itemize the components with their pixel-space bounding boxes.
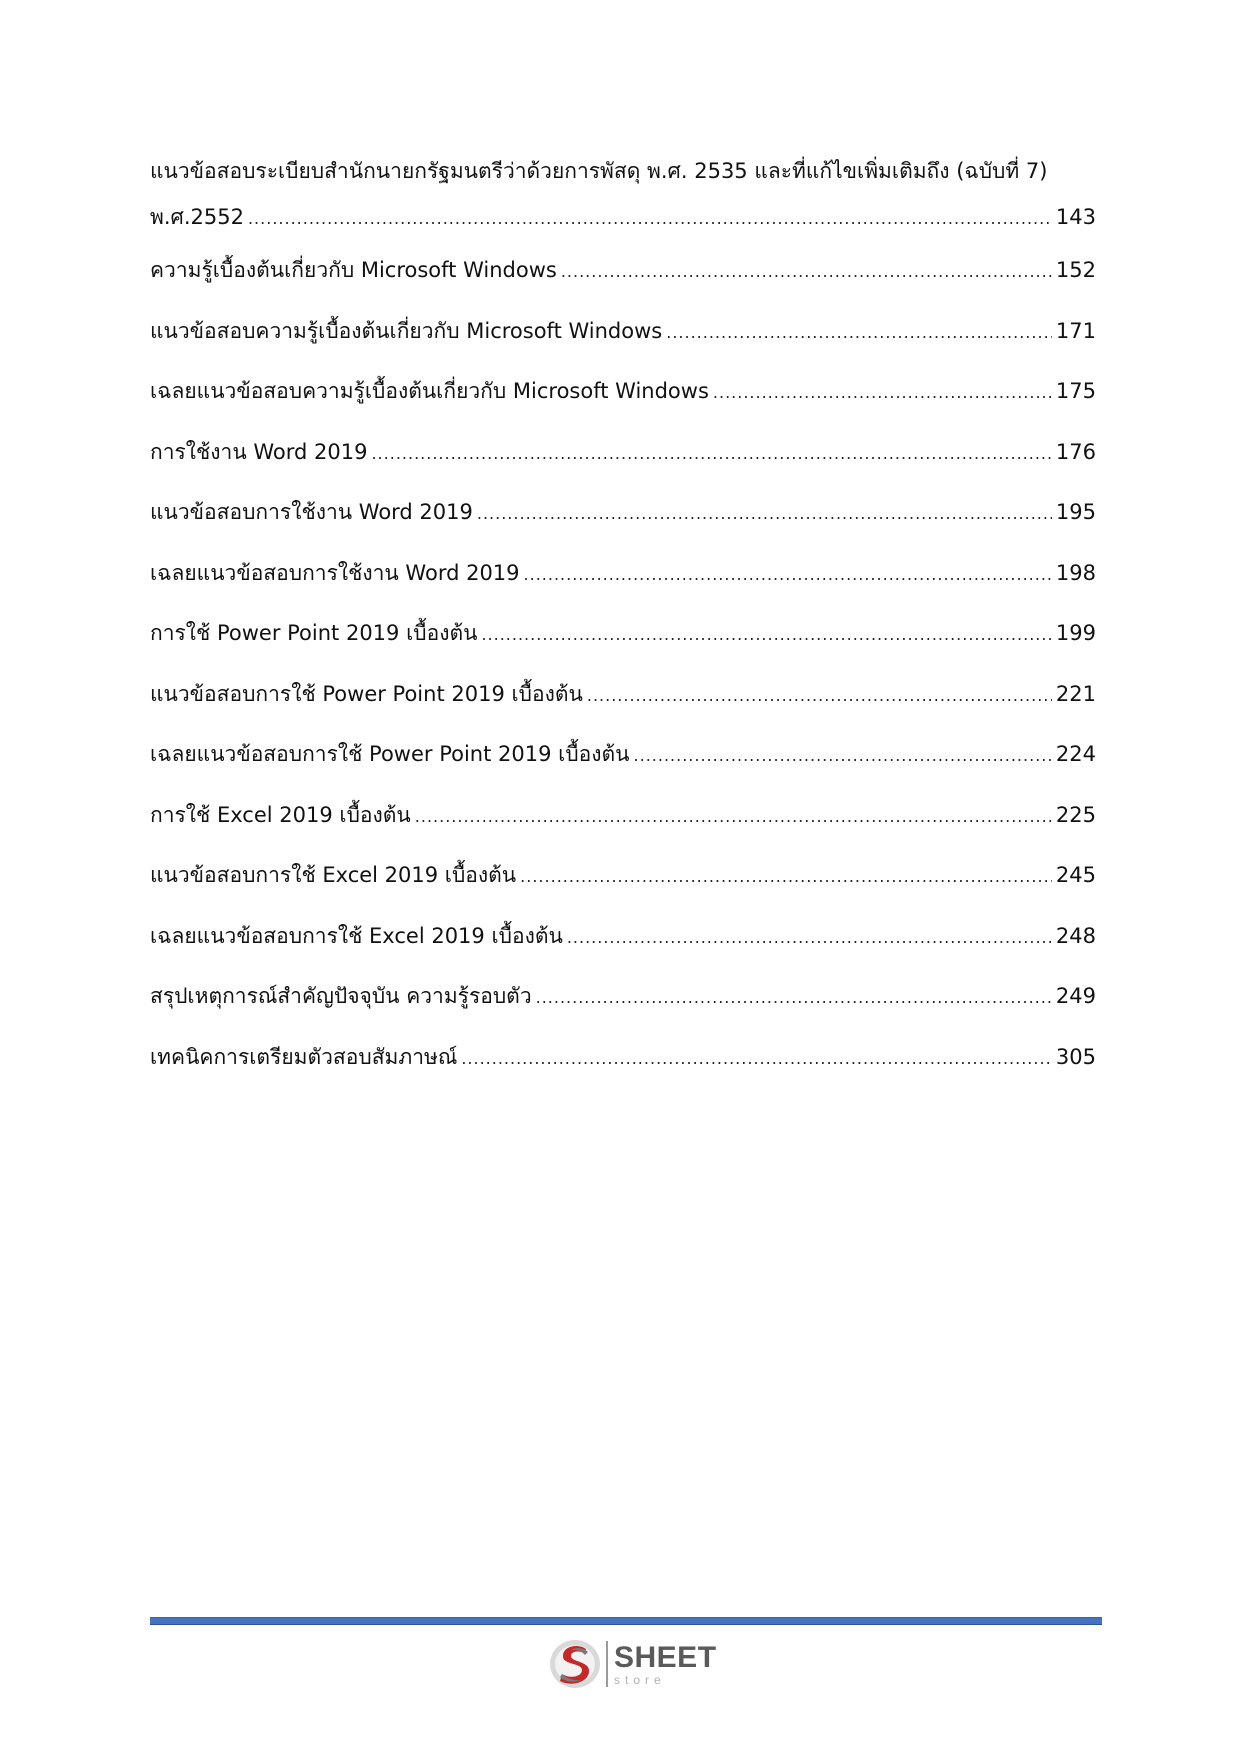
toc-dot-leader <box>477 484 1052 545</box>
toc-entry-title: การใช้ Excel 2019 เบื้องต้น <box>150 802 411 827</box>
logo-text <box>614 1640 717 1687</box>
toc-entry-page-number: 248 <box>1055 923 1096 948</box>
sheet-store-s-icon <box>548 1637 602 1691</box>
toc-entry[interactable] <box>150 785 1096 846</box>
toc-entry[interactable] <box>150 603 1096 664</box>
logo-word: SHEET <box>614 1640 717 1674</box>
toc-entry-page-number: 305 <box>1055 1044 1096 1069</box>
toc-entry-page-number: 198 <box>1055 560 1096 585</box>
toc-entry-page-number: 249 <box>1055 984 1096 1008</box>
toc-entry[interactable] <box>150 966 1096 1027</box>
toc-entry-page-number: 224 <box>1055 742 1096 766</box>
sheet-store-logo <box>548 1636 717 1692</box>
toc-dot-leader <box>634 726 1052 787</box>
toc-dot-leader <box>520 847 1052 908</box>
toc-entry-page-number: 176 <box>1055 439 1096 464</box>
toc-entry-page-number: 152 <box>1055 258 1096 282</box>
toc-entry-title: เฉลยแนวข้อสอบการใช้งาน Word 2019 <box>150 560 520 585</box>
toc-entry-page-number: 171 <box>1055 318 1096 343</box>
toc-entry-title: แนวข้อสอบการใช้งาน Word 2019 <box>150 500 473 524</box>
toc-lead-line: แนวข้อสอบระเบียบสำนักนายกรัฐมนตรีว่าด้วยการพัสดุ พ.ศ. 2535 และที่แก้ไขเพิ่มเติมถึง (ฉบับที่ 7) <box>150 159 1048 183</box>
footer-divider <box>150 1617 1102 1625</box>
toc-entry-title: แนวข้อสอบการใช้ Excel 2019 เบื้องต้น <box>150 863 517 887</box>
toc-entry-title: แนวข้อสอบการใช้ Power Point 2019 เบื้องต้น <box>150 681 583 706</box>
toc-entry[interactable] <box>150 482 1096 543</box>
toc-entry[interactable] <box>150 906 1096 967</box>
toc-entry-page-number: 143 <box>1055 205 1096 229</box>
toc-entry[interactable] <box>150 664 1096 725</box>
toc-entry[interactable] <box>150 845 1096 906</box>
toc-entry-page-number: 195 <box>1055 500 1096 524</box>
toc-entry[interactable] <box>150 724 1096 785</box>
toc-entry-page-number: 199 <box>1055 621 1096 645</box>
toc-entry[interactable] <box>150 301 1096 362</box>
toc-dot-leader <box>248 196 1052 242</box>
toc-entry-page-number: 175 <box>1055 379 1096 403</box>
toc-dot-leader <box>713 363 1052 424</box>
toc-entry[interactable] <box>150 1027 1096 1088</box>
toc-entry-title: เทคนิคการเตรียมตัวสอบสัมภาษณ์ <box>150 1044 458 1069</box>
toc-entry[interactable] <box>150 361 1096 422</box>
toc-dot-leader <box>524 545 1052 606</box>
toc-dot-leader <box>567 908 1052 969</box>
toc-dot-leader <box>371 424 1051 485</box>
toc-entry-title: ความรู้เบื้องต้นเกี่ยวกับ Microsoft Windows <box>150 258 557 282</box>
toc-dot-leader <box>415 787 1052 848</box>
toc-dot-leader <box>461 1029 1052 1090</box>
toc-entry-title: สรุปเหตุการณ์สำคัญปัจจุบัน ความรู้รอบตัว <box>150 984 532 1008</box>
toc-entry[interactable] <box>150 194 1096 240</box>
toc-dot-leader <box>561 242 1052 303</box>
toc-entry-title: การใช้งาน Word 2019 <box>150 439 368 464</box>
toc-dot-leader <box>481 605 1051 666</box>
toc-dot-leader <box>587 666 1052 727</box>
toc-entry-title: เฉลยแนวข้อสอบความรู้เบื้องต้นเกี่ยวกับ Microsoft Windows <box>150 379 709 403</box>
toc-dot-leader <box>666 303 1052 364</box>
toc-entry-title: เฉลยแนวข้อสอบการใช้ Power Point 2019 เบื้องต้น <box>150 742 630 766</box>
toc-entry-page-number: 221 <box>1055 681 1096 706</box>
table-of-contents <box>150 148 1096 1087</box>
toc-entry-title: แนวข้อสอบความรู้เบื้องต้นเกี่ยวกับ Microsoft Windows <box>150 318 663 343</box>
toc-entry-title: พ.ศ.2552 <box>150 205 244 229</box>
toc-entry[interactable] <box>150 543 1096 604</box>
logo-divider <box>606 1641 608 1687</box>
toc-entry-title: เฉลยแนวข้อสอบการใช้ Excel 2019 เบื้องต้น <box>150 923 563 948</box>
toc-entry-page-number: 245 <box>1055 863 1096 887</box>
toc-entry-title: การใช้ Power Point 2019 เบื้องต้น <box>150 621 478 645</box>
toc-entries <box>150 194 1096 1087</box>
toc-entry[interactable] <box>150 422 1096 483</box>
toc-entry[interactable] <box>150 240 1096 301</box>
toc-dot-leader <box>536 968 1052 1029</box>
logo-subword: store <box>614 1672 666 1687</box>
toc-entry-page-number: 225 <box>1055 802 1096 827</box>
